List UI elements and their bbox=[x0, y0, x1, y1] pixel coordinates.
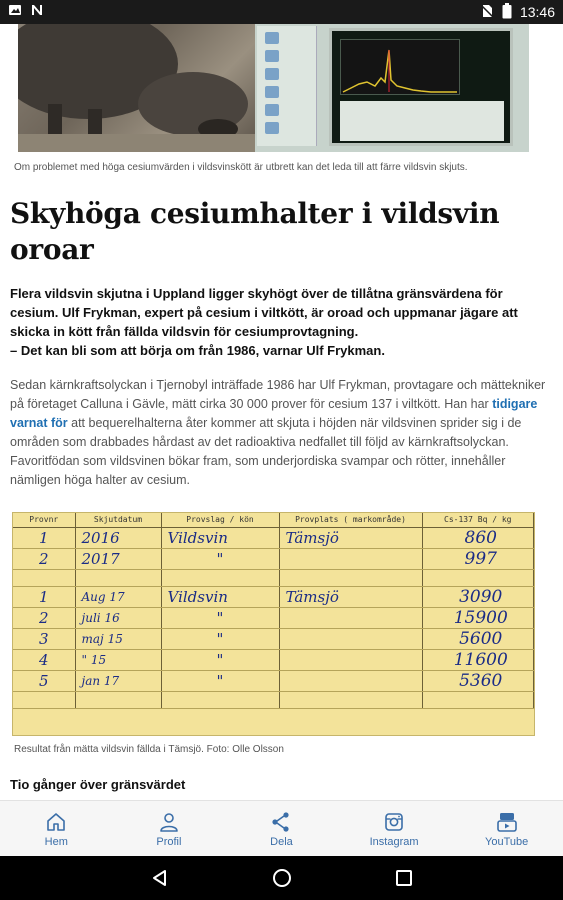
row-nr: 2 bbox=[13, 607, 75, 628]
nav-instagram[interactable] bbox=[338, 801, 451, 856]
bottom-navigation bbox=[0, 800, 563, 856]
body-text-end: att bequerelhalterna åter kommer att skjuta i höjden när vildsvinen sprider sig i de områden som drabbades hårdast av det radioaktiva nedfallet till följd av kärnkraftsolyckan. Favoritfödan som vildsvinen bökar fram, som underjordiska svampar och rötter, innehåller nämligen höga halter av cesium. bbox=[10, 416, 522, 487]
photo-icon bbox=[8, 3, 22, 22]
nav-profile-label: Profil bbox=[156, 835, 182, 848]
system-navigation-bar bbox=[0, 856, 563, 900]
lead-paragraph: Flera vildsvin skjutna i Uppland ligger skyhögt över de tillåtna gränsvärdena för cesium. Ulf Frykman, expert på cesium i viltkött, är oroad och uppmanar jägare att skicka in kött från fällda vildsvin för cesiumprovtagning. bbox=[10, 286, 518, 339]
status-time: 13:46 bbox=[519, 4, 555, 20]
row-nr: 4 bbox=[13, 649, 75, 670]
row-place bbox=[279, 649, 422, 670]
table-row bbox=[13, 527, 534, 548]
nav-share[interactable] bbox=[225, 801, 338, 856]
row-date: 2016 bbox=[75, 527, 161, 548]
article-subhead: Tio gånger över gränsvärdet bbox=[10, 777, 186, 792]
share-icon bbox=[269, 810, 293, 834]
n-app-icon bbox=[30, 3, 44, 22]
row-date: " 15 bbox=[75, 649, 161, 670]
col-header-cs137: Cs-137 Bq / kg bbox=[422, 513, 534, 527]
row-place bbox=[279, 607, 422, 628]
row-type: " bbox=[161, 628, 279, 649]
row-place bbox=[279, 628, 422, 649]
nav-profile[interactable] bbox=[113, 801, 226, 856]
row-date: 2017 bbox=[75, 548, 161, 569]
row-value: 5360 bbox=[422, 670, 534, 691]
col-header-provslag: Provslag / kön bbox=[161, 513, 279, 527]
row-value: 860 bbox=[422, 527, 534, 548]
home-system-button[interactable] bbox=[269, 865, 295, 891]
row-value: 11600 bbox=[422, 649, 534, 670]
row-date: juli 16 bbox=[75, 607, 161, 628]
row-type: " bbox=[161, 670, 279, 691]
sample-results-photo bbox=[12, 512, 535, 736]
no-sim-icon bbox=[480, 4, 494, 21]
article-lead bbox=[0, 284, 563, 360]
handwritten-results-table bbox=[13, 513, 534, 709]
row-nr: 3 bbox=[13, 628, 75, 649]
spectrometer-screen-photo bbox=[255, 24, 529, 152]
row-type: Vildsvin bbox=[161, 527, 279, 548]
row-place bbox=[279, 548, 422, 569]
row-nr: 2 bbox=[13, 548, 75, 569]
nav-share-label: Dela bbox=[270, 835, 293, 848]
row-value: 5600 bbox=[422, 628, 534, 649]
status-bar bbox=[0, 0, 563, 24]
nav-home-label: Hem bbox=[44, 835, 68, 848]
nav-instagram-label: Instagram bbox=[369, 835, 419, 848]
hero-image bbox=[0, 24, 563, 152]
nav-home[interactable] bbox=[0, 801, 113, 856]
article-body-paragraph bbox=[0, 376, 563, 490]
inline-article-link[interactable]: tidigare varnat för bbox=[10, 397, 538, 430]
row-date: maj 15 bbox=[75, 628, 161, 649]
row-place bbox=[279, 670, 422, 691]
row-type: " bbox=[161, 548, 279, 569]
photo-caption: Resultat från mätta vildsvin fällda i Tämsjö. Foto: Olle Olsson bbox=[14, 744, 284, 755]
row-date: jan 17 bbox=[75, 670, 161, 691]
back-triangle-icon bbox=[150, 868, 170, 888]
nav-youtube-label: YouTube bbox=[485, 835, 529, 848]
row-type: " bbox=[161, 607, 279, 628]
hero-caption: Om problemet med höga cesiumvärden i vildsvinskött är utbrett kan det leda till att färre vildsvin skjuts. bbox=[14, 162, 468, 173]
row-place: Tämsjö bbox=[279, 586, 422, 607]
table-row-blank bbox=[13, 691, 534, 708]
table-row bbox=[13, 670, 534, 691]
article-content[interactable] bbox=[0, 24, 563, 800]
row-value: 997 bbox=[422, 548, 534, 569]
home-icon bbox=[44, 810, 68, 834]
table-row bbox=[13, 586, 534, 607]
table-row bbox=[13, 628, 534, 649]
table-row bbox=[13, 607, 534, 628]
row-place: Tämsjö bbox=[279, 527, 422, 548]
col-header-skjutdatum: Skjutdatum bbox=[75, 513, 161, 527]
row-nr: 5 bbox=[13, 670, 75, 691]
body-text-start: Sedan kärnkraftsolyckan i Tjernobyl inträffade 1986 har Ulf Frykman, provtagare och mättekniker på företaget Calluna i Gävle, mätt cirka 30 000 prover för cesium 137 i viltkött. Han har bbox=[10, 378, 546, 411]
row-type: Vildsvin bbox=[161, 586, 279, 607]
row-nr: 1 bbox=[13, 586, 75, 607]
back-button[interactable] bbox=[147, 865, 173, 891]
row-value: 15900 bbox=[422, 607, 534, 628]
wild-boar-photo bbox=[18, 24, 255, 152]
home-circle-icon bbox=[272, 868, 292, 888]
col-header-provnr: Provnr bbox=[13, 513, 75, 527]
row-value: 3090 bbox=[422, 586, 534, 607]
article-headline: Skyhöga cesiumhalter i vildsvin oroar bbox=[10, 197, 500, 266]
instagram-icon bbox=[382, 810, 406, 834]
lead-quote: – Det kan bli som att börja om från 1986, varnar Ulf Frykman. bbox=[10, 343, 385, 358]
recents-square-icon bbox=[394, 868, 414, 888]
recents-button[interactable] bbox=[391, 865, 417, 891]
table-row-blank bbox=[13, 569, 534, 586]
col-header-provplats: Provplats ( markområde) bbox=[279, 513, 422, 527]
nav-youtube[interactable] bbox=[450, 801, 563, 856]
profile-icon bbox=[157, 810, 181, 834]
battery-icon bbox=[502, 3, 512, 22]
table-row bbox=[13, 649, 534, 670]
row-nr: 1 bbox=[13, 527, 75, 548]
youtube-icon bbox=[495, 810, 519, 834]
row-date: Aug 17 bbox=[75, 586, 161, 607]
row-type: " bbox=[161, 649, 279, 670]
table-row bbox=[13, 548, 534, 569]
